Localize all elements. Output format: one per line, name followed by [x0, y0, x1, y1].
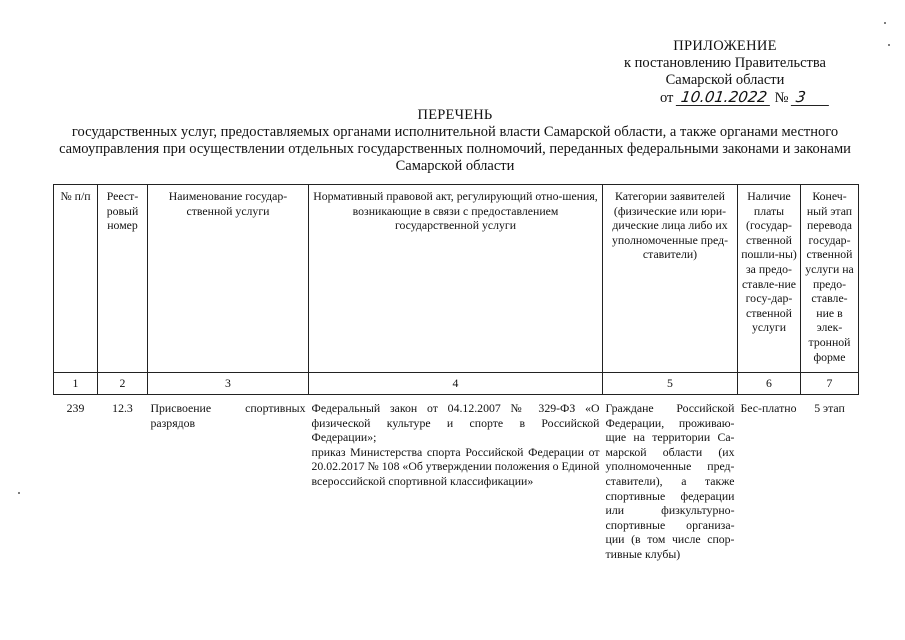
row-applicants: Граждане Российской Федерации, проживаю-щие на территории Са-марской области (их уполномоченные пред-ставители), а также спортивные федерации или физкультурно-спортивные организа-ции (в том числе спор-тивные клубы)	[605, 401, 735, 561]
document-subtitle: государственных услуг, предоставляемых органами исполнительной власти Самарской области, а также органами местного самоуправления при осуществлении отдельных государственных полномочий, переданных федеральными законами и законами Самарской области	[59, 124, 851, 174]
column-number: 2	[98, 373, 148, 395]
row-service: Присвоение спортивных разрядов	[150, 401, 306, 430]
row-act	[309, 395, 603, 562]
row-registry: 12.3	[112, 401, 133, 415]
header-act: Нормативный правовой акт, регулирующий отно-шения, возникающие в связи с предоставлением государственной услуги	[309, 185, 603, 373]
document-heading	[40, 107, 870, 175]
table-row	[54, 395, 859, 562]
row-stage: 5 этап	[814, 401, 845, 415]
document-title: ПЕРЕЧЕНЬ	[417, 107, 493, 123]
handwritten-number: 3	[791, 89, 831, 106]
column-number: 1	[54, 373, 98, 395]
scan-speck	[884, 22, 886, 24]
appendix-title: ПРИЛОЖЕНИЕ	[673, 38, 777, 54]
column-number: 7	[801, 373, 859, 395]
number-prefix: №	[774, 90, 789, 106]
appendix-block	[600, 38, 850, 107]
act-federal-law: Федеральный закон от 04.12.2007 № 329-ФЗ «О физической культуре и спорте в Российской Федерации»;	[311, 401, 600, 445]
column-number: 5	[603, 373, 738, 395]
act-ministry-order: приказ Министерства спорта Российской Федерации от 20.02.2017 № 108 «Об утверждении положения о Единой всероссийской спортивной классификации»	[311, 444, 600, 488]
handwritten-date: 10.01.2022	[676, 89, 772, 106]
header-registry: Реест-ровый номер	[98, 185, 148, 373]
column-number: 3	[148, 373, 309, 395]
row-fee: Бес-платно	[740, 401, 797, 415]
header-fee: Наличие платы (государ-ственной пошли-ны) за предо-ставле-ние госу-дар-ственной услуги	[738, 185, 801, 373]
table-header-row	[54, 185, 859, 373]
appendix-line-2: Самарской области	[665, 72, 785, 88]
header-applicants: Категории заявителей (физические или юри-дические лица либо их уполномоченные пред-ставители)	[603, 185, 738, 373]
scan-speck	[888, 44, 890, 46]
column-number-row	[54, 373, 859, 395]
header-num: № п/п	[54, 185, 98, 373]
scan-speck	[18, 492, 20, 494]
services-table	[53, 184, 859, 562]
date-prefix: от	[659, 90, 674, 106]
row-num: 239	[66, 401, 85, 415]
appendix-line-1: к постановлению Правительства	[624, 55, 826, 71]
header-stage: Конеч-ный этап перевода государ-ственной услуги на предо-ставле-ние в элек-тронной форме	[801, 185, 859, 373]
column-number: 6	[738, 373, 801, 395]
appendix-date-row	[600, 89, 850, 107]
column-number: 4	[309, 373, 603, 395]
header-service: Наименование государ-ственной услуги	[148, 185, 309, 373]
